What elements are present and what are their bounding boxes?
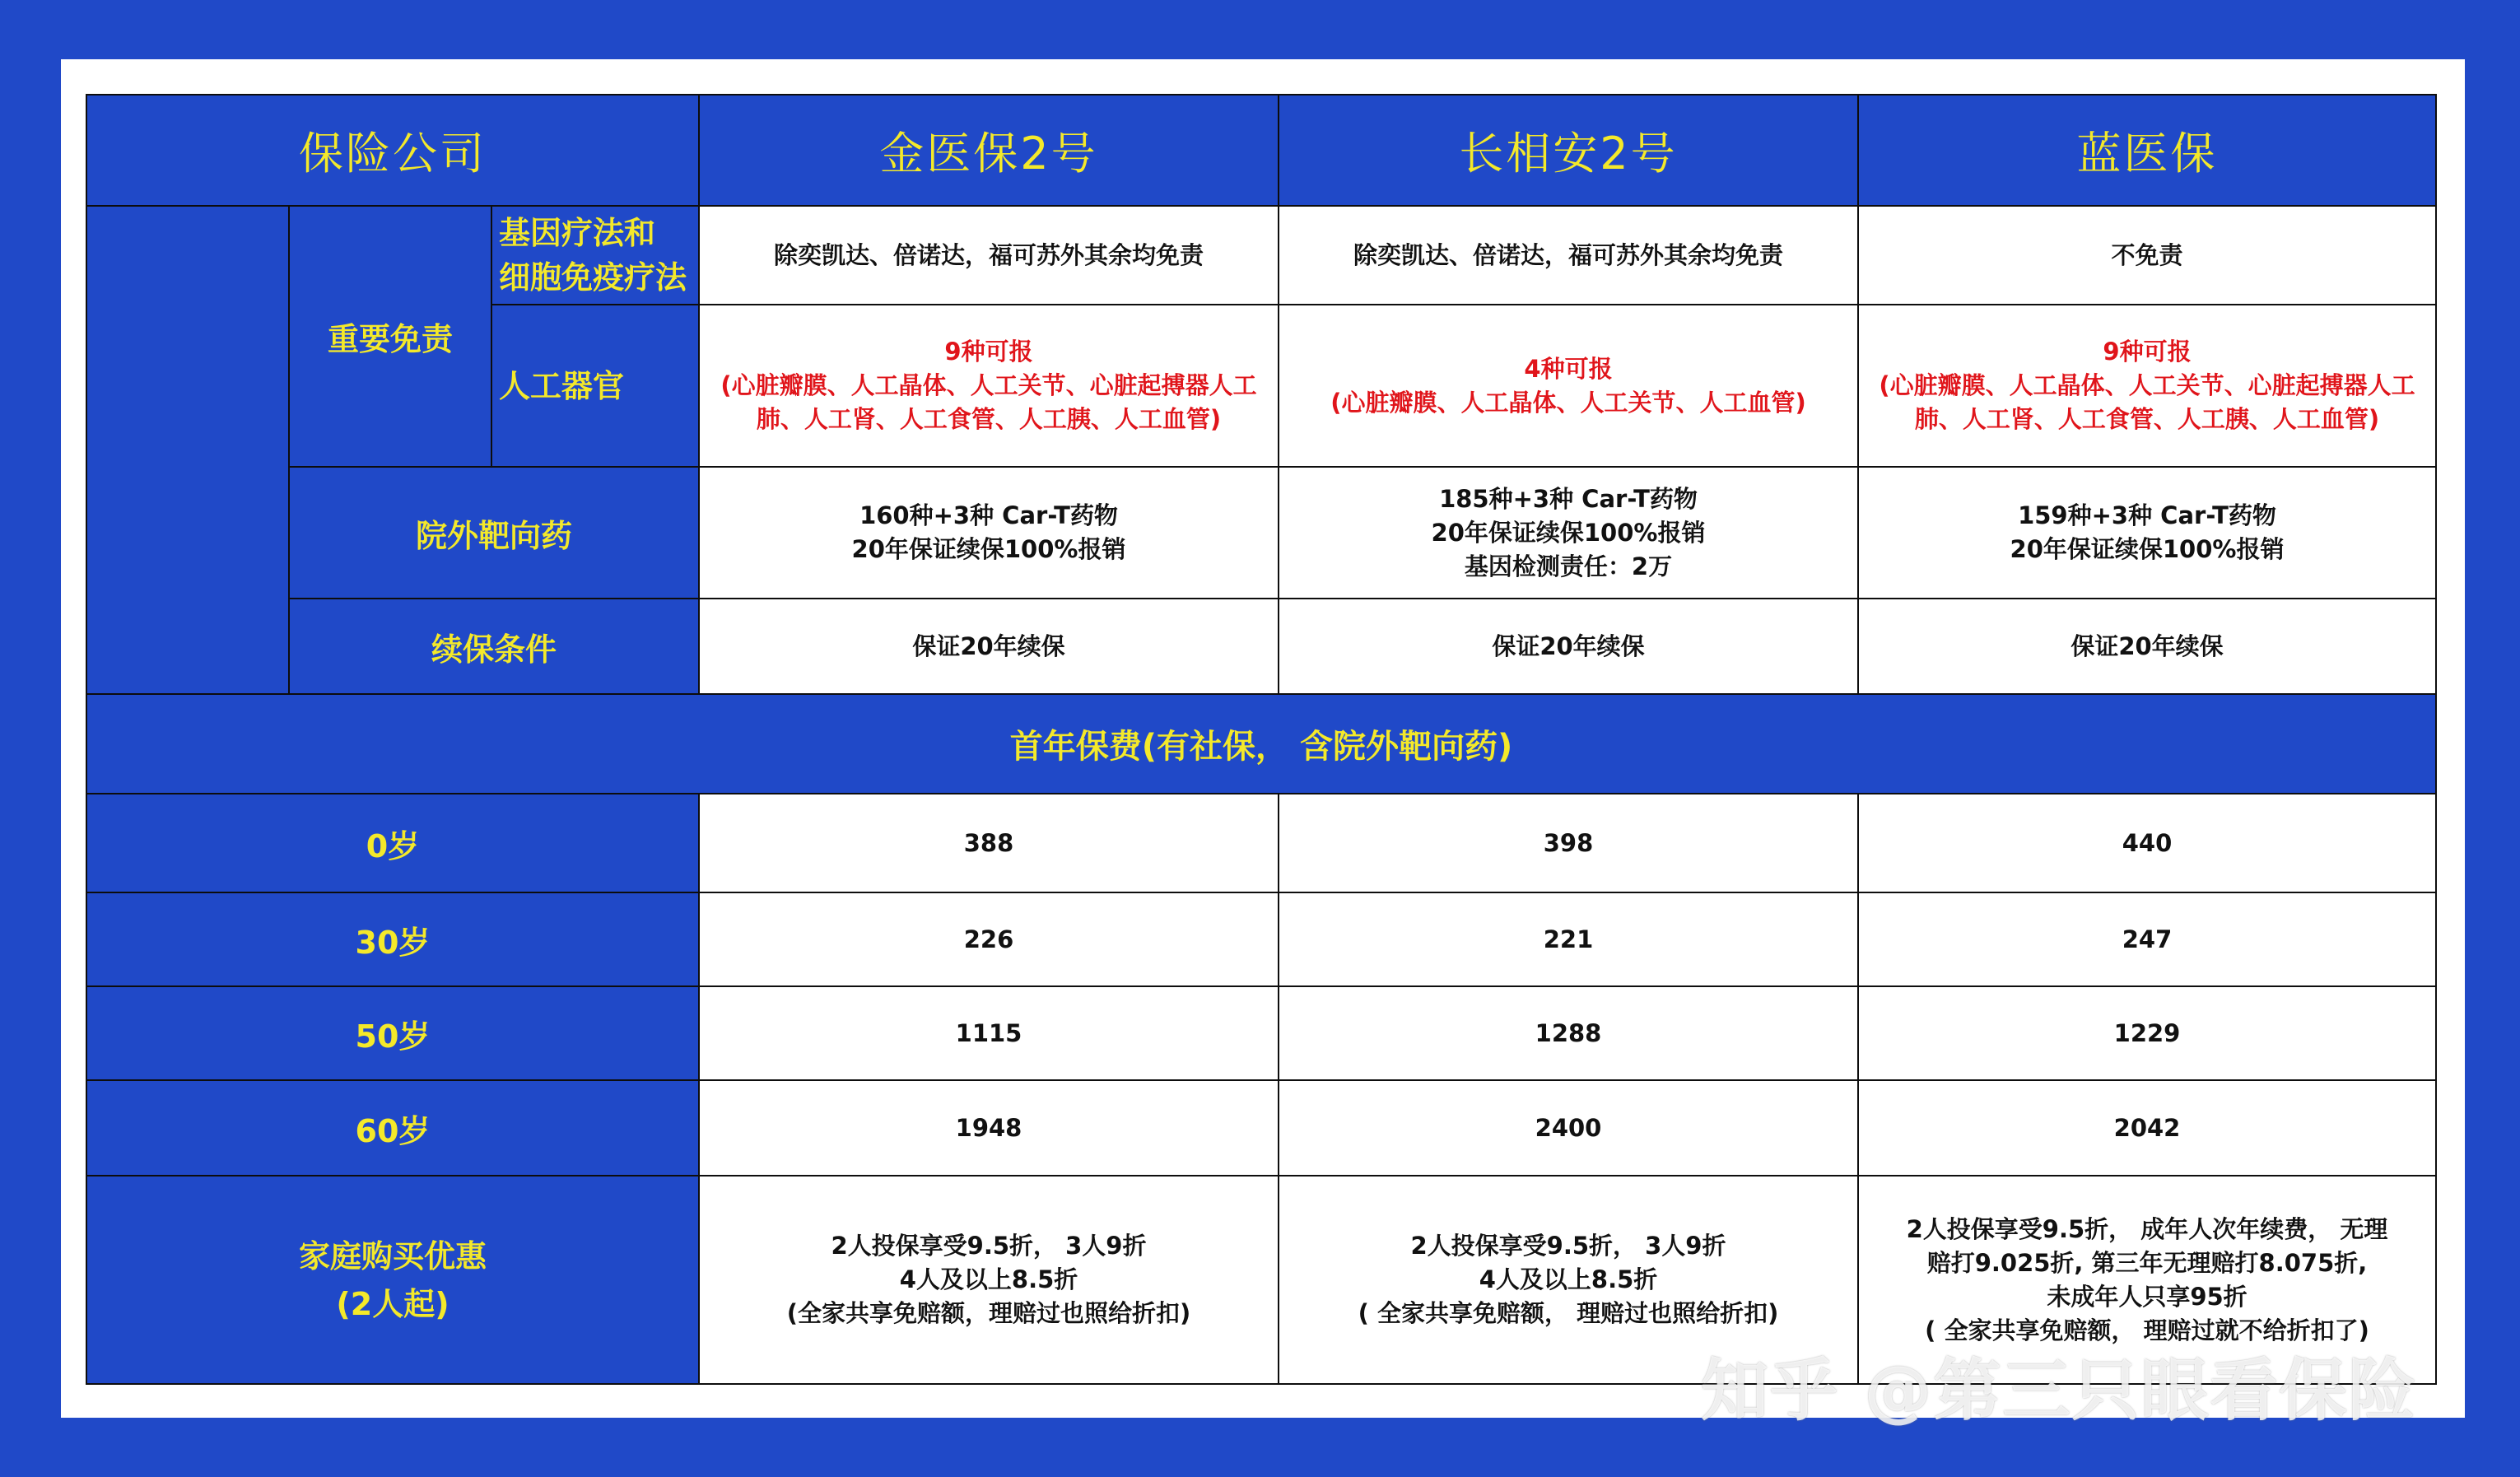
- premium-value: 2400: [1279, 1080, 1858, 1176]
- organ-value-1: 9种可报 (心脏瓣膜、人工晶体、人工关节、心脏起搏器人工 肺、人工肾、人工食管、人工胰、人工血管): [699, 305, 1279, 467]
- age-label: 50岁: [86, 986, 699, 1080]
- premium-value: 1288: [1279, 986, 1858, 1080]
- premium-value: 2042: [1858, 1080, 2436, 1176]
- premium-value: 226: [699, 892, 1279, 986]
- premium-row: [86, 794, 2436, 892]
- zhihu-watermark: 知乎 @第三只眼看保险: [1701, 1352, 2418, 1430]
- gene-therapy-row: [86, 206, 2436, 305]
- age-label: 60岁: [86, 1080, 699, 1176]
- premium-value: 1948: [699, 1080, 1279, 1176]
- outpatient-value-2: 185种+3种 Car-T药物 20年保证续保100%报销 基因检测责任：2万: [1279, 467, 1858, 599]
- renewal-value-3: 保证20年续保: [1858, 599, 2436, 694]
- outpatient-value-1: 160种+3种 Car-T药物 20年保证续保100%报销: [699, 467, 1279, 599]
- age-label: 0岁: [86, 794, 699, 892]
- premium-value: 1115: [699, 986, 1279, 1080]
- premium-value: 221: [1279, 892, 1858, 986]
- organ-value-3: 9种可报 (心脏瓣膜、人工晶体、人工关节、心脏起搏器人工 肺、人工肾、人工食管、人工胰、人工血管): [1858, 305, 2436, 467]
- left-blank-cell: [86, 206, 289, 694]
- gene-value-3: 不免责: [1858, 206, 2436, 305]
- family-value-3: 2人投保享受9.5折， 成年人次年续费， 无理 赔打9.025折, 第三年无理赔打8.075折, 未成年人只享95折 ( 全家共享免赔额， 理赔过就不给折扣了): [1858, 1176, 2436, 1384]
- age-label: 30岁: [86, 892, 699, 986]
- artificial-organ-label: 人工器官: [491, 305, 699, 467]
- outpatient-drug-row: [86, 467, 2436, 599]
- premium-row: [86, 986, 2436, 1080]
- premium-value: 247: [1858, 892, 2436, 986]
- exclusion-group-label: 重要免责: [289, 206, 491, 467]
- header-product-1: 金医保2号: [699, 95, 1279, 206]
- outpatient-drug-label: 院外靶向药: [289, 467, 699, 599]
- renewal-value-1: 保证20年续保: [699, 599, 1279, 694]
- renewal-label: 续保条件: [289, 599, 699, 694]
- family-value-2: 2人投保享受9.5折， 3人9折 4人及以上8.5折 ( 全家共享免赔额， 理赔过也照给折扣): [1279, 1176, 1858, 1384]
- header-company: 保险公司: [86, 95, 699, 206]
- premium-value: 388: [699, 794, 1279, 892]
- premium-value: 440: [1858, 794, 2436, 892]
- family-discount-label: 家庭购买优惠 (2人起): [86, 1176, 699, 1384]
- organ-value-2: 4种可报 (心脏瓣膜、人工晶体、人工关节、人工血管): [1279, 305, 1858, 467]
- gene-value-1: 除奕凯达、倍诺达，福可苏外其余均免责: [699, 206, 1279, 305]
- premium-section-title: 首年保费(有社保， 含院外靶向药): [86, 694, 2436, 794]
- header-product-2: 长相安2号: [1279, 95, 1858, 206]
- premium-row: [86, 892, 2436, 986]
- premium-value: 398: [1279, 794, 1858, 892]
- comparison-table: [86, 94, 2437, 1385]
- gene-therapy-label: 基因疗法和 细胞免疫疗法: [491, 206, 699, 305]
- premium-value: 1229: [1858, 986, 2436, 1080]
- renewal-row: [86, 599, 2436, 694]
- renewal-value-2: 保证20年续保: [1279, 599, 1858, 694]
- premium-row: [86, 1080, 2436, 1176]
- header-row: [86, 95, 2436, 206]
- gene-value-2: 除奕凯达、倍诺达，福可苏外其余均免责: [1279, 206, 1858, 305]
- premium-section-row: [86, 694, 2436, 794]
- family-value-1: 2人投保享受9.5折， 3人9折 4人及以上8.5折 (全家共享免赔额，理赔过也照给折扣): [699, 1176, 1279, 1384]
- header-product-3: 蓝医保: [1858, 95, 2436, 206]
- outpatient-value-3: 159种+3种 Car-T药物 20年保证续保100%报销: [1858, 467, 2436, 599]
